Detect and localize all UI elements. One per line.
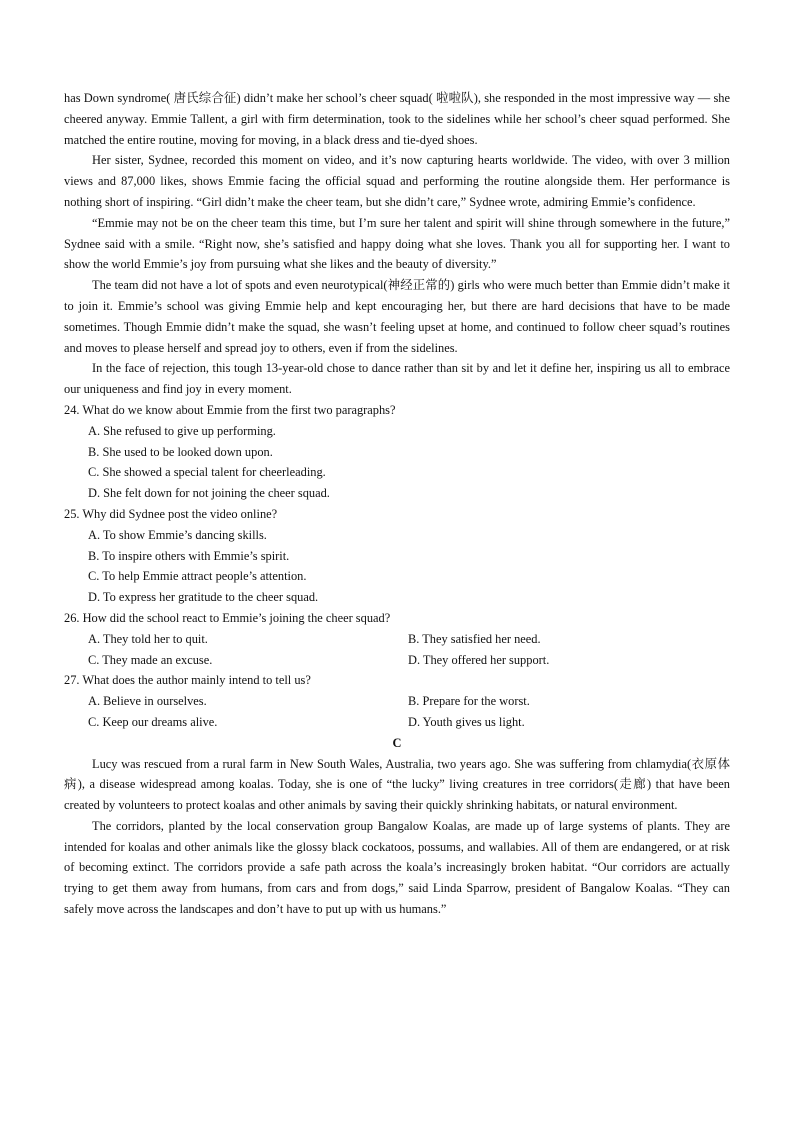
option-row [64, 629, 730, 650]
option-d: D. They offered her support. [408, 652, 550, 667]
option-b: B. They satisfied her need. [408, 631, 541, 646]
question-stem: 24. What do we know about Emmie from the first two paragraphs? [64, 402, 396, 417]
option-d: D. She felt down for not joining the cheer squad. [88, 486, 330, 501]
option-a: A. They told her to quit. [88, 631, 208, 646]
option-a: A. To show Emmie’s dancing skills. [88, 527, 267, 542]
question-stem: 26. How did the school react to Emmie’s joining the cheer squad? [64, 610, 391, 625]
passage-b-paragraph-2: Her sister, Sydnee, recorded this moment on video, and it’s now capturing hearts worldwide. The video, with over 3 million views and 87,000 likes, shows Emmie facing the official squad and performing the routine alongside them. Her performance is nothing short of inspiring. “Girl didn’t make the cheer team, but she didn’t care,” Sydnee wrote, admiring Emmie’s confidence. [64, 153, 730, 209]
passage-c-paragraph-2: The corridors, planted by the local conservation group Bangalow Koalas, are made up of large systems of plants. They are intended for koalas and other animals like the glossy black cockatoos, possums, and wallabies. All of them are endangered, or at risk of becoming extinct. The corridors provide a safe path across the koala’s increasingly broken habitat. “Our corridors are actually trying to get them away from humans, from cars and from dogs,” said Linda Sparrow, president of Bangalow Koalas. “They can safely move across the landscapes and don’t have to put up with us humans.” [64, 818, 730, 917]
question-26 [64, 608, 730, 670]
option-row [64, 691, 730, 712]
option-d: D. Youth gives us light. [408, 714, 525, 729]
option-row [64, 712, 730, 733]
exam-page [64, 88, 730, 920]
passage-b-paragraph-4: The team did not have a lot of spots and even neurotypical(神经正常的) girls who were much better than Emmie didn’t make it to join it. Emmie’s school was giving Emmie help and kept encouraging her, but there are hard decisions that have to be made sometimes. Though Emmie didn’t make the squad, she wasn’t feeling upset at home, and continued to follow cheer squad’s routines and moves to please herself and spread joy to others, even if from the sidelines. [64, 278, 730, 355]
option-c: C. She showed a special talent for cheerleading. [88, 465, 326, 480]
option-a: A. Believe in ourselves. [88, 694, 207, 709]
passage-b-paragraph-1: has Down syndrome( 唐氏综合征) didn’t make her school’s cheer squad( 啦啦队), she responded in the most impressive way — she cheered anyway. Emmie Tallent, a girl with firm determination, took to the sidelines while her school’s cheer squad performed. She matched the entire routine, moving for moving, in a black dress and tie-dyed shoes. [64, 91, 730, 147]
passage-b-paragraph-5: In the face of rejection, this tough 13-year-old chose to dance rather than sit by and let it define her, inspiring us all to embrace our uniqueness and find joy in every moment. [64, 361, 730, 397]
option-b: B. Prepare for the worst. [408, 694, 530, 709]
question-stem: 27. What does the author mainly intend to tell us? [64, 673, 311, 688]
option-b: B. To inspire others with Emmie’s spirit. [88, 548, 290, 563]
question-25 [64, 504, 730, 608]
question-27 [64, 670, 730, 732]
option-c: C. Keep our dreams alive. [88, 714, 218, 729]
passage-c-paragraph-1: Lucy was rescued from a rural farm in New South Wales, Australia, two years ago. She was suffering from chlamydia(衣原体病), a disease widespread among koalas. Today, she is one of “the lucky” living creatures in tree corridors(走廊) that have been created by volunteers to protect koalas and other animals by saving their quickly shrinking habitats, or natural environment. [64, 756, 730, 813]
option-c: C. To help Emmie attract people’s attention. [88, 569, 307, 584]
question-stem: 25. Why did Sydnee post the video online? [64, 506, 278, 521]
option-a: A. She refused to give up performing. [88, 423, 276, 438]
passage-b-paragraph-3: “Emmie may not be on the cheer team this time, but I’m sure her talent and spirit will shine through somewhere in the future,” Sydnee said with a smile. “Right now, she’s satisfied and happy doing what she loves. Thank you all for supporting her. I want to show the world Emmie’s joy from pursuing what she likes and the beauty of diversity.” [64, 215, 730, 272]
option-row [64, 650, 730, 671]
section-heading-c: C [392, 735, 402, 750]
option-c: C. They made an excuse. [88, 652, 213, 667]
question-24 [64, 400, 730, 504]
option-b: B. She used to be looked down upon. [88, 444, 273, 459]
option-d: D. To express her gratitude to the cheer squad. [88, 590, 319, 605]
